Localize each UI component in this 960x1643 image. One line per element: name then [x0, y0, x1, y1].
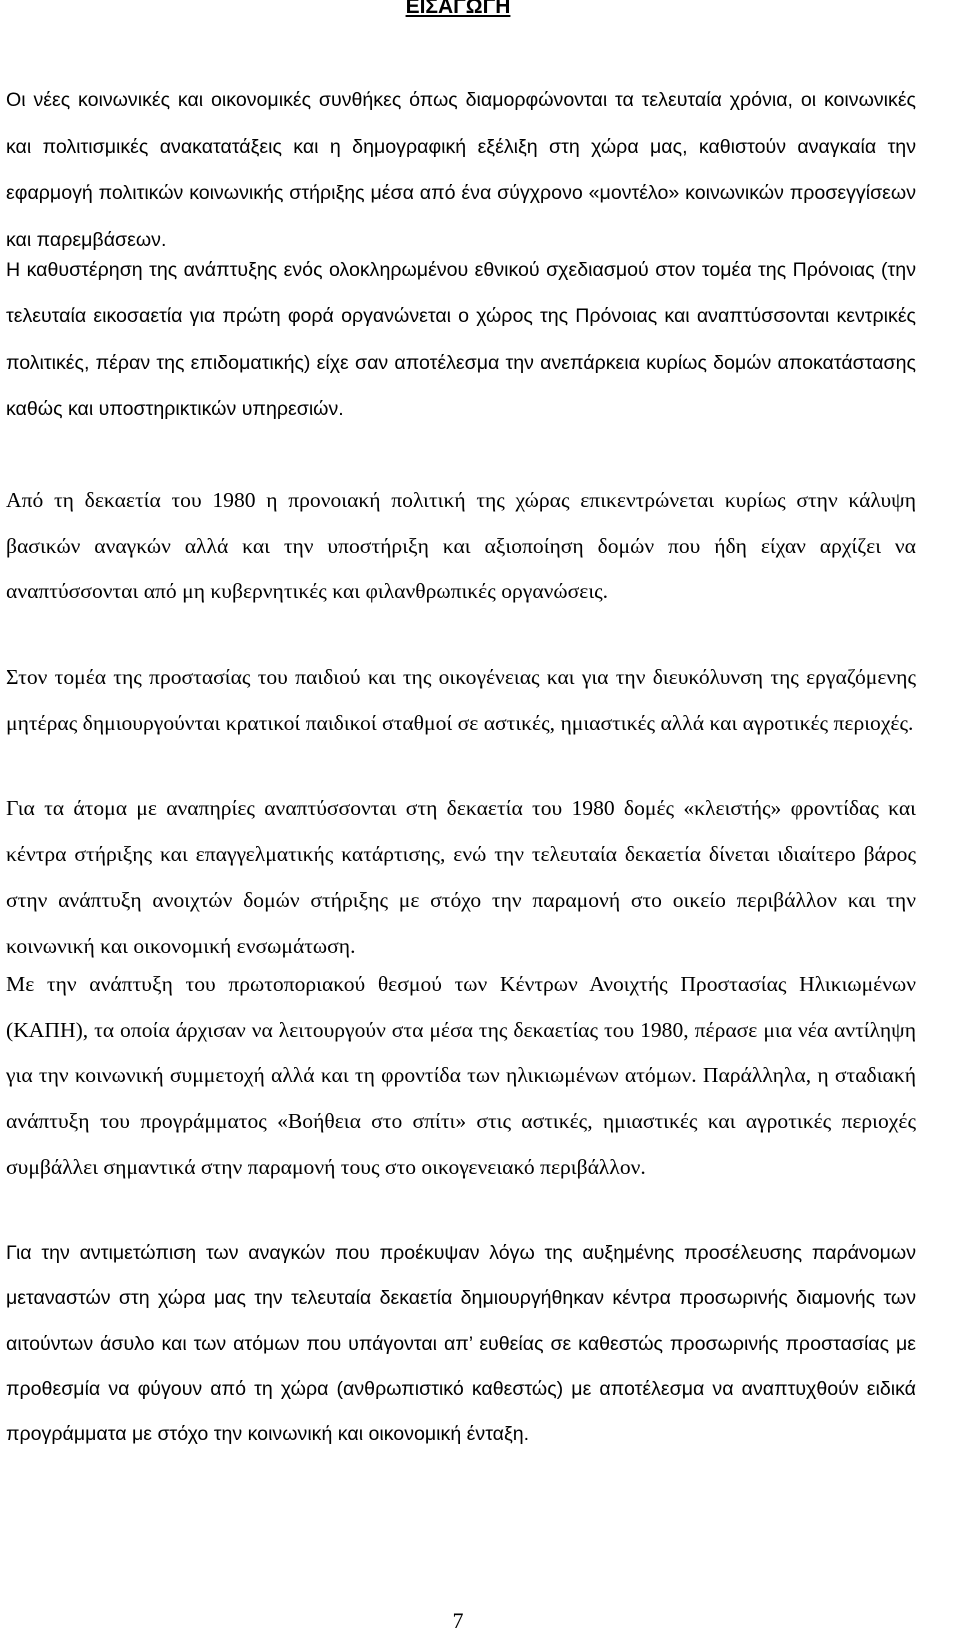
paragraph-kapi: Με την ανάπτυξη του πρωτοποριακού θεσμού των Κέντρων Ανοιχτής Προστασίας Ηλικιωμένων (ΚΑΠΗ), τα οποία άρχισαν να λειτουργούν στα μέσα της δεκαετίας του 1980, πέρασε μια νέα αντίληψη για την κοινωνική συμμετοχή αλλά και τη φροντίδα των ηλικιωμένων ατόμων. Παράλληλα, η σταδιακή ανάπτυξη του προγράμματος «Βοήθεια στο σπίτι» στις αστικές, ημιαστικές και αγροτικές περιοχές συμβάλλει σημαντικά στην παραμονή τους στο οικογενειακό περιβάλλον. — [6, 972, 916, 1179]
page-number: 7 — [452, 1608, 464, 1633]
paragraph-delay: Η καθυστέρηση της ανάπτυξης ενός ολοκληρωμένου εθνικού σχεδιασμού στον τομέα της Πρόνοιας (την τελευταία εικοσαετία για πρώτη φορά οργανώνεται ο χώρος της Πρόνοιας και αναπτύσσονται κεντρικές πολιτικές, πέραν της επιδοματικής) είχε σαν αποτέλεσμα την ανεπάρκεια κυρίως δομών αποκατάστασης καθώς και υποστηρικτικών υπηρεσιών. — [6, 259, 916, 420]
paragraph-migrants: Για την αντιμετώπιση των αναγκών που προέκυψαν λόγω της αυξημένης προσέλευσης παράνομων μεταναστών στη χώρα μας την τελευταία δεκαετία δημιουργήθηκαν κέντρα προσωρινής διαμονής των αιτούντων άσυλο και των ατόμων που υπάγονται απ’ ευθείας σε καθεστώς προσωρινής προστασίας με προθεσμία να φύγουν από τη χώρα (ανθρωπιστικό καθεστώς) με αποτέλεσμα να αναπτυχθούν ειδικά προγράμματα με στόχο την κοινωνική και οικονομική ένταξη. — [6, 1242, 916, 1446]
paragraph-disabilities: Για τα άτομα με αναπηρίες αναπτύσσονται στη δεκαετία του 1980 δομές «κλειστής» φροντίδας και κέντρα στήριξης και επαγγελματικής κατάρτισης, ενώ την τελευταία δεκαετία δίνεται ιδιαίτερο βάρος στην ανάπτυξη ανοιχτών δομών στήριξης με στόχο την παραμονή στο οικείο περιβάλλον και την κοινωνική και οικονομική ενσωμάτωση. — [6, 796, 916, 958]
paragraph-child-protection: Στον τομέα της προστασίας του παιδιού και της οικογένειας και για την διευκόλυνση της εργαζόμενης μητέρας δημιουργούνται κρατικοί παιδικοί σταθμοί σε αστικές, ημιαστικές αλλά και αγροτικές περιοχές. — [6, 665, 916, 735]
page-title: ΕΙΣΑΓΩΓΗ — [405, 0, 511, 18]
paragraph-1980s-policy: Από τη δεκαετία του 1980 η προνοιακή πολιτική της χώρας επικεντρώνεται κυρίως στην κάλυψη βασικών αναγκών αλλά και την υποστήριξη και αξιοποίηση δομών που ήδη είχαν αρχίζει να αναπτύσσονται από μη κυβερνητικές και φιλανθρωπικές οργανώσεις. — [6, 488, 916, 603]
paragraph-intro: Οι νέες κοινωνικές και οικονομικές συνθήκες όπως διαμορφώνονται τα τελευταία χρόνια, οι κοινωνικές και πολιτισμικές ανακατατάξεις και η δημογραφική εξέλιξη στη χώρα μας, καθιστούν αναγκαία την εφαρμογή πολιτικών κοινωνικής στήριξης μέσα από ένα σύγχρονο «μοντέλο» κοινωνικών προσεγγίσεων και παρεμβάσεων. — [6, 89, 916, 251]
